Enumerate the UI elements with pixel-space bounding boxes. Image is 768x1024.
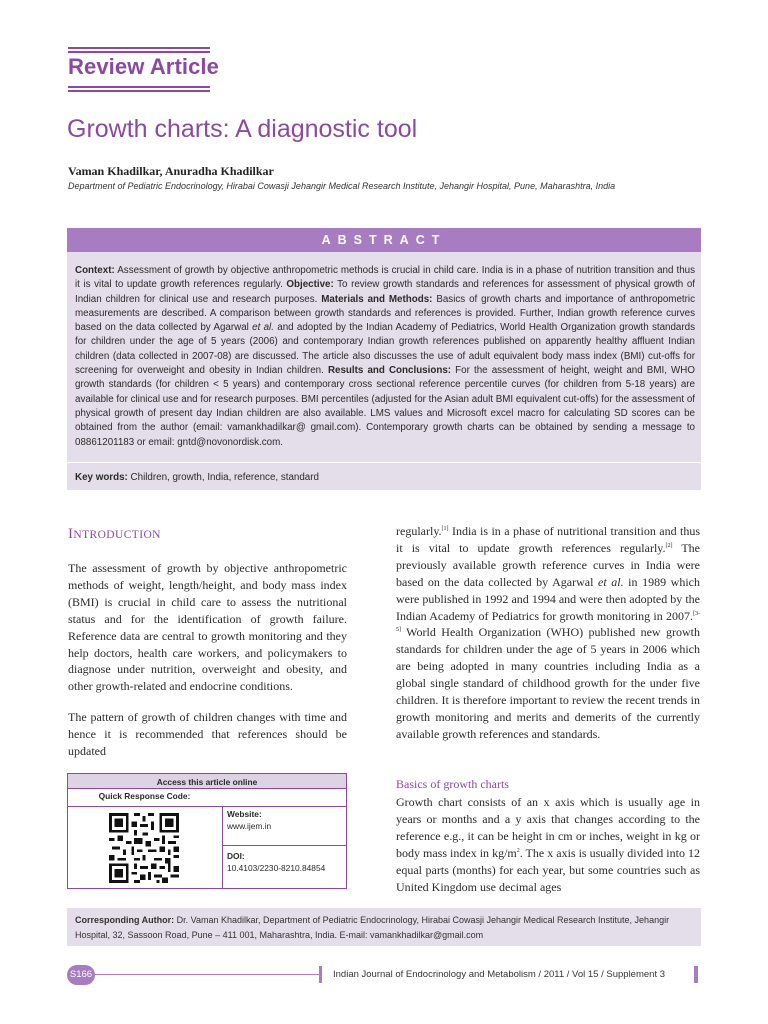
authors: Vaman Khadilkar, Anuradha Khadilkar [68, 164, 274, 178]
context-text: Assessment of growth by objective anthropometric methods is crucial in child care. India is in a phase of nutrition transition and thus it is vital to update growth references regularly. [75, 265, 695, 291]
doi-label: DOI: [227, 851, 245, 861]
keywords-divider [67, 462, 701, 463]
header-rule-top [68, 47, 210, 49]
corresponding-author-text: Dr. Vaman Khadilkar, Department of Pediatric Endocrinology, Hirabai Cowasji Jehangir Medical Research Institute, Jehangir Hospital, 32, Sassoon Road, Pune – 411 001, Maharashtra, India. E-mail: vamankhadilkar@gmail.com [75, 915, 670, 940]
access-box-title: Access this article online [67, 773, 347, 789]
access-box-divider [222, 845, 347, 846]
text-run: World Health Organization (WHO) published new growth standards for children under the age of 5 years in 2006 which are being adopted in many countries including India as a global single standard of childhood growth for the under five children. It is therefore important to review the recent trends in growth monitoring and merits and demerits of the currently available growth references and standards. [396, 625, 700, 741]
objective-text: To review growth standards and references for assessment of physical growth of Indian children for clinical use and research purposes. [75, 279, 695, 305]
text-run: regularly. [396, 524, 442, 538]
text-run: . The x axis is usually divided into 12 equal parts (months) for each year, but some countries such as United Kingdom use decimal ages [396, 845, 700, 894]
corresponding-author-label: Corresponding Author: [75, 915, 175, 925]
affiliation: Department of Pediatric Endocrinology, Hirabai Cowasji Jehangir Medical Research Institute, Jehangir Hospital, Pune, Maharashtra, India [68, 181, 616, 191]
section-label: Review Article [68, 54, 219, 79]
keywords-text: Children, growth, India, reference, standard [130, 472, 319, 483]
journal-footer: Indian Journal of Endocrinology and Metabolism / 2011 / Vol 15 / Supplement 3 [333, 969, 666, 980]
results-label: Results and Conclusions: [327, 365, 452, 377]
qr-code-icon [109, 813, 179, 883]
methods-text: Basics of growth charts and importance of anthropometric measurements are described. A comparison between growth standards and references is provided. Further, Indian growth reference curves based on the data collected by Agarwal [75, 293, 695, 334]
superscript: 2 [516, 847, 520, 854]
qr-label: Quick Response Code: [98, 791, 191, 801]
intro-paragraph-3 [396, 523, 700, 743]
citation: [3-5] [396, 610, 700, 634]
results-text: For the assessment of height, weight and BMI, WHO growth standards (for children < 5 years) and contemporary cross sectional reference percentile curves (for children from 5-18 years) are available for clinical use and for research purposes. BMI percentiles (adjusted for the Asian adult BMI equivalent cut-offs) for the assessment of physical growth of present day Indian children are also available. LMS values and Microsoft excel macro for calculating SD scores can be obtained from the author (email: vamankhadilkar@ gmail.com). Contemporary growth charts can be obtained by sending a message to 08861201183 or email: gntd@novonordisk.com. [75, 365, 695, 448]
intro-paragraph-1: The assessment of growth by objective anthropometric methods of weight, length/height, and body mass index (BMI) is crucial in child care to assess the nutritional status and for the identification of growth failure. Reference data are central to growth monitoring and they help doctors, health care workers, and policymakers to diagnose under nutrition, overweight and obesity, and other growth-related and endocrine conditions. [68, 561, 347, 694]
website-label: Website: [227, 809, 262, 819]
objective-label: Objective: [286, 279, 334, 291]
citation: [1] [441, 526, 449, 532]
intro-paragraph-2: The pattern of growth of children changes with time and hence it is recommended that references should be updated [68, 710, 347, 758]
text-run: The previously available growth reference curves in India were based on the data collected by Agarwal [396, 540, 700, 589]
introduction-heading-initial: I [68, 526, 74, 542]
introduction-heading [68, 526, 161, 543]
basics-heading: Basics of growth charts [396, 777, 509, 791]
keywords-label: Key words: [75, 472, 128, 483]
abstract-body [75, 264, 695, 450]
abstract-header: ABSTRACT [67, 228, 701, 252]
text-run: in 1989 which were published in 1992 and 1994 and were then adopted by the Indian Academy of Pediatrics for growth monitoring in 2007. [396, 574, 700, 623]
website-link[interactable]: www.ijem.in [227, 821, 272, 831]
text-run: India is in a phase of nutritional transition and thus it is vital to update growth references regularly. [396, 524, 700, 555]
methods-text-2: and adopted by the Indian Academy of Pediatrics, World Health Organization growth standards for children under the age of 5 years (2006) and contemporary Indian growth references published on apparently healthy affluent Indian children (data collected in 2007-08) are discussed. The article also discusses the use of adult equivalent body mass index (BMI) cut-offs for screening for overweight and obesity in Indian children. [75, 322, 695, 377]
etal: et al. [598, 574, 624, 589]
access-box-divider [222, 806, 223, 889]
text-run: Growth chart consists of an x axis which is usually age in years or months and a y axis that changes according to the reference e.g., it can be height in cm or inches, weight in kg or body mass index in kg/m [396, 795, 700, 860]
corresponding-author [75, 913, 695, 942]
citation: [2] [665, 542, 673, 549]
methods-etal: et al. [252, 322, 274, 334]
header-rule-bottom [68, 86, 210, 88]
article-title: Growth charts: A diagnostic tool [67, 115, 418, 143]
introduction-heading-rest: NTRODUCTION [73, 529, 161, 541]
doi-link[interactable]: 10.4103/2230-8210.84854 [227, 863, 326, 873]
header-rule-top-2 [68, 51, 210, 53]
page-number-badge: S166 [67, 965, 95, 985]
footer-tick [319, 966, 322, 983]
methods-label: Materials and Methods: [321, 293, 433, 305]
footer-tick [694, 966, 698, 983]
keywords [75, 472, 319, 483]
basics-paragraph [396, 794, 700, 895]
context-label: Context: [75, 265, 115, 276]
header-rule-bottom-2 [68, 90, 210, 92]
footer-rule [95, 974, 319, 975]
